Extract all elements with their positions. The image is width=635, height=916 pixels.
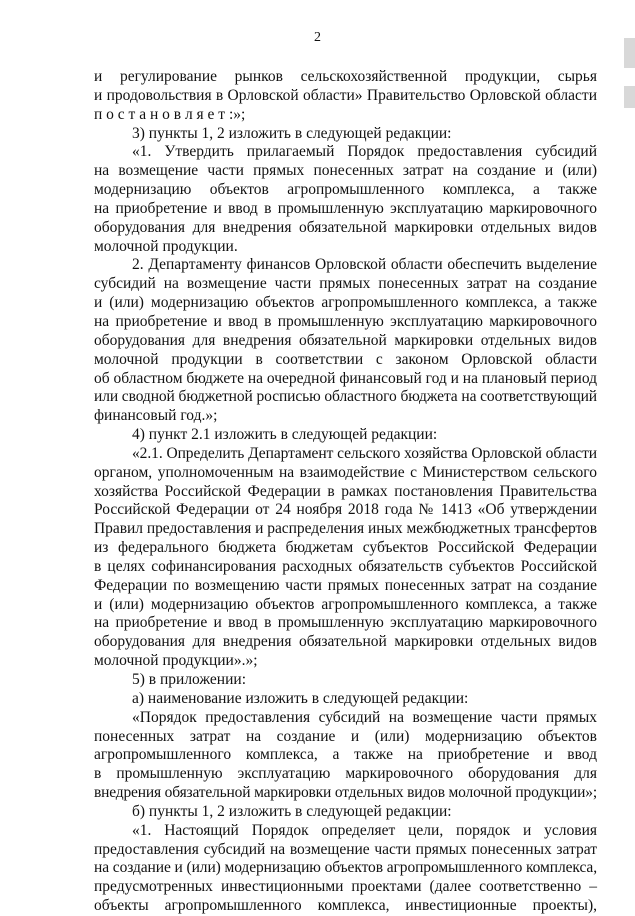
text-line: или сводной бюджетной росписью областного бюджета на соответствующий bbox=[94, 388, 597, 406]
text-line: об областном бюджете на очередной финансовый год и на плановый период bbox=[94, 369, 597, 387]
document-body bbox=[94, 68, 597, 916]
text-line: Федерации по возмещению части прямых понесенных затрат на создание bbox=[94, 576, 597, 594]
text-line: оборудования для внедрения обязательной маркировки отдельных видов bbox=[94, 331, 597, 349]
text-line: предусмотренных инвестиционными проектами (далее соответственно – bbox=[94, 878, 597, 896]
text-line: «1. Настоящий Порядок определяет цели, порядок и условия bbox=[132, 821, 597, 839]
text-line: б) пункты 1, 2 изложить в следующей редакции: bbox=[132, 802, 452, 820]
text-line: и (или) модернизацию объектов агропромышленного комплекса, а также bbox=[94, 294, 597, 312]
scan-edge-mark bbox=[624, 38, 635, 68]
text-line: понесенных затрат на создание и (или) модернизацию объектов bbox=[94, 727, 597, 745]
text-line: и регулирование рынков сельскохозяйственной продукции, сырья bbox=[94, 68, 597, 85]
text-line: из федерального бюджета бюджетам субъектов Российской Федерации bbox=[94, 539, 597, 557]
text-line: Российской Федерации от 24 ноября 2018 года № 1413 «Об утверждении bbox=[94, 501, 597, 519]
text-line: хозяйства Российской Федерации в рамках постановления Правительства bbox=[94, 482, 597, 500]
text-line: и (или) модернизацию объектов агропромышленного комплекса, а также bbox=[94, 595, 597, 613]
text-line: органом, уполномоченным на взаимодействие с Министерством сельского bbox=[94, 463, 597, 481]
text-line: оборудования для внедрения обязательной маркировки отдельных видов bbox=[94, 218, 597, 236]
text-line: 4) пункт 2.1 изложить в следующей редакции: bbox=[132, 426, 438, 444]
text-line: 2. Департаменту финансов Орловской области обеспечить выделение bbox=[132, 256, 597, 274]
scan-edge-mark bbox=[624, 86, 635, 108]
text-line: на приобретение и ввод в промышленную эксплуатацию маркировочного bbox=[94, 199, 597, 217]
text-line: молочной продукции в соответствии с законом Орловской области bbox=[94, 350, 597, 368]
text-line: молочной продукции».»; bbox=[94, 652, 258, 670]
text-line: на приобретение и ввод в промышленную эксплуатацию маркировочного bbox=[94, 614, 597, 632]
text-line: агропромышленного комплекса, а также на приобретение и ввод bbox=[94, 746, 597, 764]
text-line: в целях софинансирования расходных обязательств субъектов Российской bbox=[94, 557, 597, 575]
page-number: 2 bbox=[314, 30, 321, 45]
text-line: «Порядок предоставления субсидий на возмещение части прямых bbox=[132, 708, 597, 726]
text-line: субсидий на возмещение части прямых понесенных затрат на создание bbox=[94, 275, 597, 293]
text-line: «1. Утвердить прилагаемый Порядок предоставления субсидий bbox=[132, 143, 597, 161]
text-line: 5) в приложении: bbox=[132, 671, 246, 688]
text-line: «2.1. Определить Департамент сельского хозяйства Орловской области bbox=[132, 444, 597, 462]
text-line: в промышленную эксплуатацию маркировочного оборудования для bbox=[94, 765, 597, 783]
text-line: п о с т а н о в л я е т :»; bbox=[94, 105, 246, 123]
text-line: на возмещение части прямых понесенных затрат на создание и (или) bbox=[94, 162, 597, 180]
text-line: внедрения обязательной маркировки отдельных видов молочной продукции»; bbox=[94, 784, 597, 802]
text-line: на приобретение и ввод в промышленную эксплуатацию маркировочного bbox=[94, 312, 597, 330]
text-line: Правил предоставления и распределения иных межбюджетных трансфертов bbox=[94, 520, 597, 538]
text-line: и продовольствия в Орловской области» Правительство Орловской области bbox=[94, 86, 597, 104]
text-line: оборудования для внедрения обязательной маркировки отдельных видов bbox=[94, 633, 597, 651]
text-line: на создание и (или) модернизацию объектов агропромышленного комплекса, bbox=[94, 859, 597, 877]
text-line: модернизацию объектов агропромышленного комплекса, а также bbox=[94, 181, 597, 199]
text-line: молочной продукции. bbox=[94, 237, 238, 255]
text-line: финансовый год.»; bbox=[94, 407, 218, 425]
text-line: а) наименование изложить в следующей редакции: bbox=[132, 689, 469, 707]
text-line: предоставления субсидий на возмещение части прямых понесенных затрат bbox=[94, 840, 597, 858]
text-line: объекты агропромышленного комплекса, инвестиционные проекты), bbox=[94, 897, 597, 915]
text-line: 3) пункты 1, 2 изложить в следующей редакции: bbox=[132, 124, 452, 142]
